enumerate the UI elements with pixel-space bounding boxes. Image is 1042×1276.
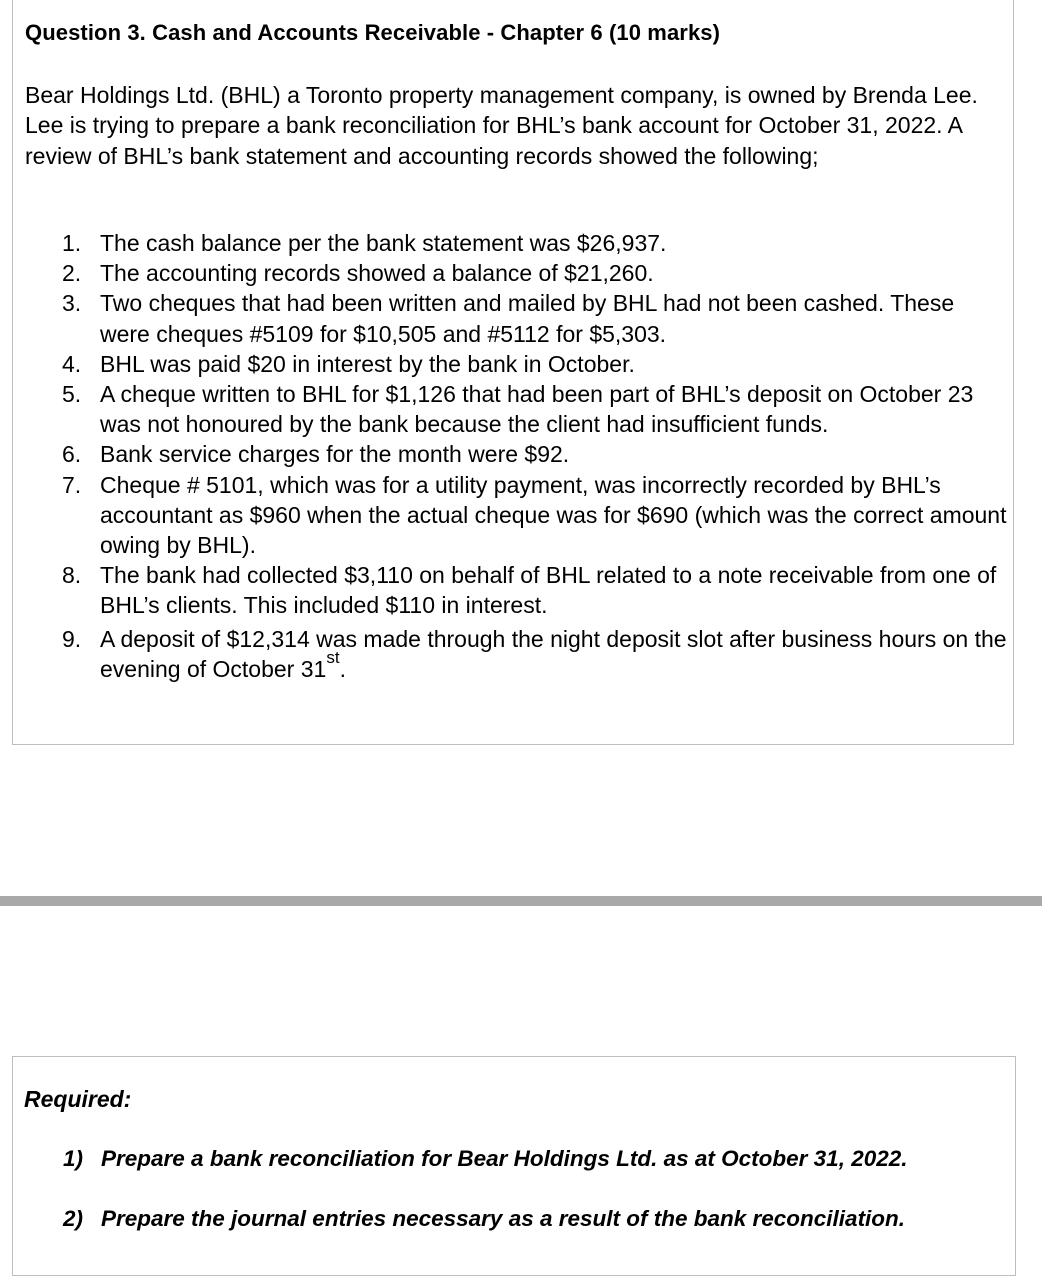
list-item-number: 1. bbox=[62, 230, 82, 256]
required-list bbox=[63, 1146, 908, 1266]
list-item-number: 4. bbox=[62, 350, 82, 377]
list-item bbox=[62, 288, 1007, 348]
list-item-number: 8. bbox=[62, 562, 82, 589]
list-item-text: A deposit of $12,314 was made through the night deposit slot after business hours on the evening of October 31 bbox=[100, 625, 1007, 682]
list-item bbox=[62, 624, 1007, 684]
ordinal-superscript: st bbox=[326, 647, 340, 667]
list-item-text: Bank service charges for the month were $92. bbox=[100, 441, 570, 468]
list-item-number: 5. bbox=[62, 381, 82, 408]
list-item-text: Two cheques that had been written and mailed by BHL had not been cashed. These were cheques #5109 for $10,505 and #5112 for $5,303. bbox=[100, 290, 955, 347]
facts-list bbox=[62, 228, 1007, 684]
list-item-text: BHL was paid $20 in interest by the bank in October. bbox=[100, 350, 635, 377]
list-item-number: 7. bbox=[62, 471, 82, 498]
list-item-end: . bbox=[339, 655, 346, 682]
list-item bbox=[62, 258, 1007, 288]
list-item-text: A cheque written to BHL for $1,126 that had been part of BHL’s deposit on October 23 was not honoured by the bank because the client had insufficient funds. bbox=[100, 381, 974, 438]
list-item-text: The cash balance per the bank statement was $26,937. bbox=[100, 230, 667, 256]
required-item-text: Prepare the journal entries necessary as a result of the bank reconciliation. bbox=[101, 1206, 906, 1231]
required-label: Required: bbox=[24, 1086, 132, 1112]
intro-paragraph: Bear Holdings Ltd. (BHL) a Toronto property management company, is owned by Brenda Lee. Lee is trying to prepare a bank reconciliation for BHL’s bank account for October 31, 2022. A review of BHL’s bank statement and accounting records showed the following; bbox=[25, 82, 978, 169]
required-item-number: 1) bbox=[63, 1146, 84, 1171]
list-item-text: The accounting records showed a balance of $21,260. bbox=[100, 260, 654, 287]
list-item-text: The bank had collected $3,110 on behalf of BHL related to a note receivable from one of BHL’s clients. This included $110 in interest. bbox=[100, 562, 997, 619]
list-item bbox=[62, 379, 1007, 439]
list-item-number: 2. bbox=[62, 260, 82, 287]
question-title: Question 3. Cash and Accounts Receivable - Chapter 6 (10 marks) bbox=[25, 20, 721, 45]
list-item-number: 3. bbox=[62, 290, 82, 317]
list-item-number: 6. bbox=[62, 441, 82, 468]
list-item bbox=[62, 470, 1007, 561]
question-intro bbox=[25, 80, 1005, 171]
section-divider bbox=[0, 896, 1042, 906]
list-item bbox=[62, 560, 1007, 620]
list-item bbox=[62, 349, 1007, 379]
required-item-text: Prepare a bank reconciliation for Bear Holdings Ltd. as at October 31, 2022. bbox=[101, 1146, 908, 1171]
list-item bbox=[63, 1206, 908, 1266]
list-item bbox=[62, 228, 1007, 258]
list-item-text: Cheque # 5101, which was for a utility payment, was incorrectly recorded by BHL’s accountant as $960 when the actual cheque was for $690 (which was the correct amount owing by BHL). bbox=[100, 471, 1007, 559]
required-item-number: 2) bbox=[63, 1206, 84, 1231]
list-item-number: 9. bbox=[62, 625, 82, 652]
list-item bbox=[63, 1146, 908, 1206]
list-item bbox=[62, 439, 1007, 469]
